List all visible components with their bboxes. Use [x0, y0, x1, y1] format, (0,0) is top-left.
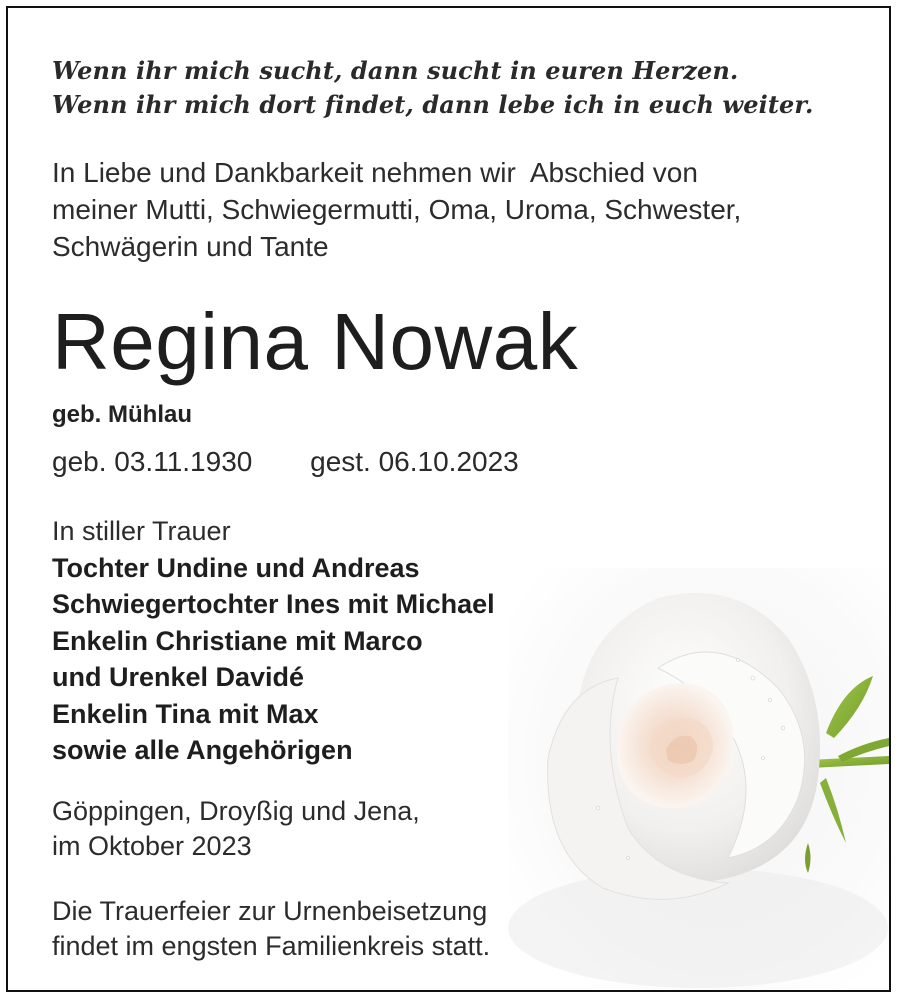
maiden-name: geb. Mühlau [52, 401, 192, 428]
motto [52, 54, 813, 122]
ceremony-line: findet im engsten Familienkreis statt. [52, 931, 491, 961]
motto-line: Wenn ihr mich dort findet, dann lebe ich in euch weiter. [52, 90, 814, 119]
place-and-date [52, 794, 420, 864]
white-rose-icon [508, 568, 889, 990]
mourner: Tochter Undine und Andreas [52, 552, 420, 583]
ceremony-note [52, 894, 490, 964]
birth-date: geb. 03.11.1930 [52, 446, 253, 477]
intro-line: meiner Mutti, Schwiegermutti, Oma, Uroma, Schwester, [52, 194, 742, 225]
intro-line: Schwägerin und Tante [52, 231, 329, 262]
mourner: und Urenkel Davidé [52, 662, 305, 692]
mourner: Enkelin Christiane mit Marco [52, 625, 423, 656]
life-dates [52, 446, 519, 478]
place-line: im Oktober 2023 [52, 831, 252, 861]
mourning-lead: In stiller Trauer [52, 516, 231, 546]
place-line: Göppingen, Droyßig und Jena, [52, 796, 420, 826]
death-date: gest. 06.10.2023 [310, 446, 519, 477]
mourner: sowie alle Angehörigen [52, 735, 353, 765]
mourners-list [52, 513, 495, 769]
mourner: Enkelin Tina mit Max [52, 698, 319, 729]
mourner: Schwiegertochter Ines mit Michael [52, 589, 495, 619]
motto-line: Wenn ihr mich sucht, dann sucht in euren Herzen. [52, 56, 739, 85]
intro-text [52, 154, 852, 265]
obituary-card [6, 6, 891, 992]
deceased-name: Regina Nowak [52, 297, 579, 386]
intro-line: In Liebe und Dankbarkeit nehmen wir Abschied von [52, 157, 698, 188]
ceremony-line: Die Trauerfeier zur Urnenbeisetzung [52, 896, 488, 926]
